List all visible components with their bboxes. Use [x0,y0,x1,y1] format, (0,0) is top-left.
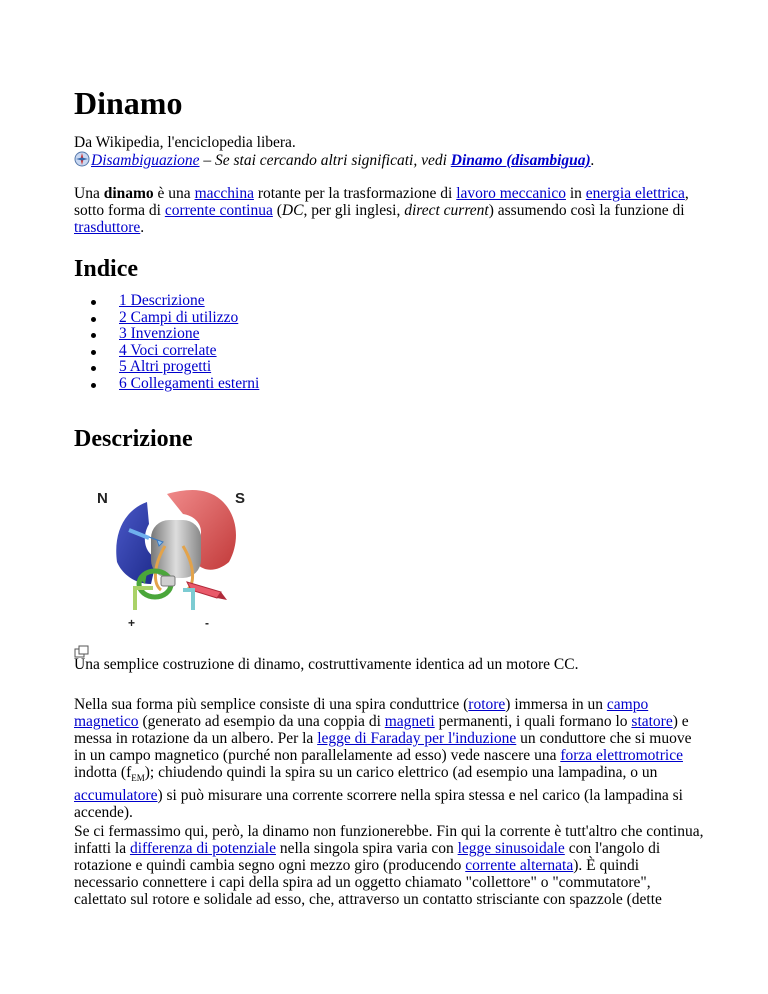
dynamo-diagram-image[interactable] [95,480,255,635]
toc-link-voci-correlate[interactable]: 4 Voci correlate [119,341,217,359]
site-tagline: Da Wikipedia, l'enciclopedia libera. [74,134,296,151]
link-macchina[interactable]: macchina [194,185,254,202]
toc-link-invenzione[interactable]: 3 Invenzione [119,325,200,343]
link-campo-magnetico[interactable]: campo magnetico [74,696,649,730]
plus-terminal-label: + [128,616,136,630]
toc-item [74,293,259,310]
body-paragraph: Se ci fermassimo qui, però, la dinamo non funzionerebbe. Fin qui la corrente è tutt'altro che continua, infatti la differenza di potenziale nella singola spira varia con legge sinusoidale con l'angolo di rotazione e quindi cambia segno ogni mezzo giro (producendo corrente alternata). È quindi necessario connettere i capi della spira ad un oggetto chiamato "collettore" o "commutatore", calettato sul rotore e solidale ad esso, che, attraverso un contatto strisciante con spazzole (dette [74,823,704,908]
toc-heading: Indice [74,256,139,282]
south-label: S [235,490,246,507]
link-accumulatore[interactable]: accumulatore [74,787,158,805]
minus-terminal-label: - [205,616,209,630]
link-legge-sinusoidale[interactable]: legge sinusoidale [457,840,565,857]
link-magneti[interactable]: magneti [384,713,435,730]
toc-item [74,310,259,327]
link-corrente-continua[interactable]: corrente continua [164,202,273,219]
link-trasduttore[interactable]: trasduttore [74,219,141,236]
toc-link-collegamenti-esterni[interactable]: 6 Collegamenti esterni [119,374,260,392]
intro-paragraph: Una dinamo è una macchina rotante per la trasformazione di lavoro meccanico in energia elettrica, sotto forma di corrente continua (DC, per gli inglesi, direct current) assumendo così la funzione di trasduttore. [74,185,689,236]
link-rotore[interactable]: rotore [468,696,506,713]
link-statore[interactable]: statore [631,713,673,730]
image-caption: Una semplice costruzione di dinamo, costruttivamente identica ad un motore CC. [74,656,579,673]
toc-link-altri-progetti[interactable]: 5 Altri progetti [119,358,212,376]
disambiguation-icon [74,151,90,167]
body-paragraph: Nella sua forma più semplice consiste di una spira conduttrice (rotore) immersa in un campo magnetico (generato ad esempio da una coppia di magneti permanenti, i quali formano lo statore) e messa in rotazione da un albero. Per la legge di Faraday per l'induzione un conduttore che si muove in un campo magnetico (purché non parallelamente ad esso) vede nascere una forza elettromotrice indotta $(f_{EM})$; chiudendo quindi la spira su un carico elettrico (ad esempio una lampadina, o un accumulatore) si può misurare una corrente scorrere nella spira stessa e nel carico (la lampadina si accende). [74,696,692,822]
link-energia-elettrica[interactable]: energia elettrica [585,185,685,202]
link-lavoro-meccanico[interactable]: lavoro meccanico [456,185,566,202]
disambiguation-link[interactable]: Disambiguazione [91,152,200,169]
link-corrente-alternata[interactable]: corrente alternata [465,857,574,874]
toc-item [74,326,259,343]
link-forza-elettromotrice[interactable]: forza elettromotrice [560,747,683,764]
disambiguation-target-link[interactable]: Dinamo (disambigua) [450,152,591,169]
toc-link-campi-di-utilizzo[interactable]: 2 Campi di utilizzo [119,308,239,326]
toc-item [74,359,259,376]
table-of-contents [74,293,259,393]
toc-item [74,343,259,360]
page-title: Dinamo [74,85,183,121]
disambiguation-note: Disambiguazione – Se stai cercando altri significati, vedi Dinamo (disambigua). [74,151,595,171]
north-label: N [97,490,108,507]
toc-item [74,376,259,393]
toc-link-descrizione[interactable]: 1 Descrizione [119,292,205,309]
link-differenza-di-potenziale[interactable]: differenza di potenziale [129,840,276,857]
link-legge-faraday[interactable]: legge di Faraday per l'induzione [317,730,517,747]
section-heading-descrizione: Descrizione [74,426,193,452]
